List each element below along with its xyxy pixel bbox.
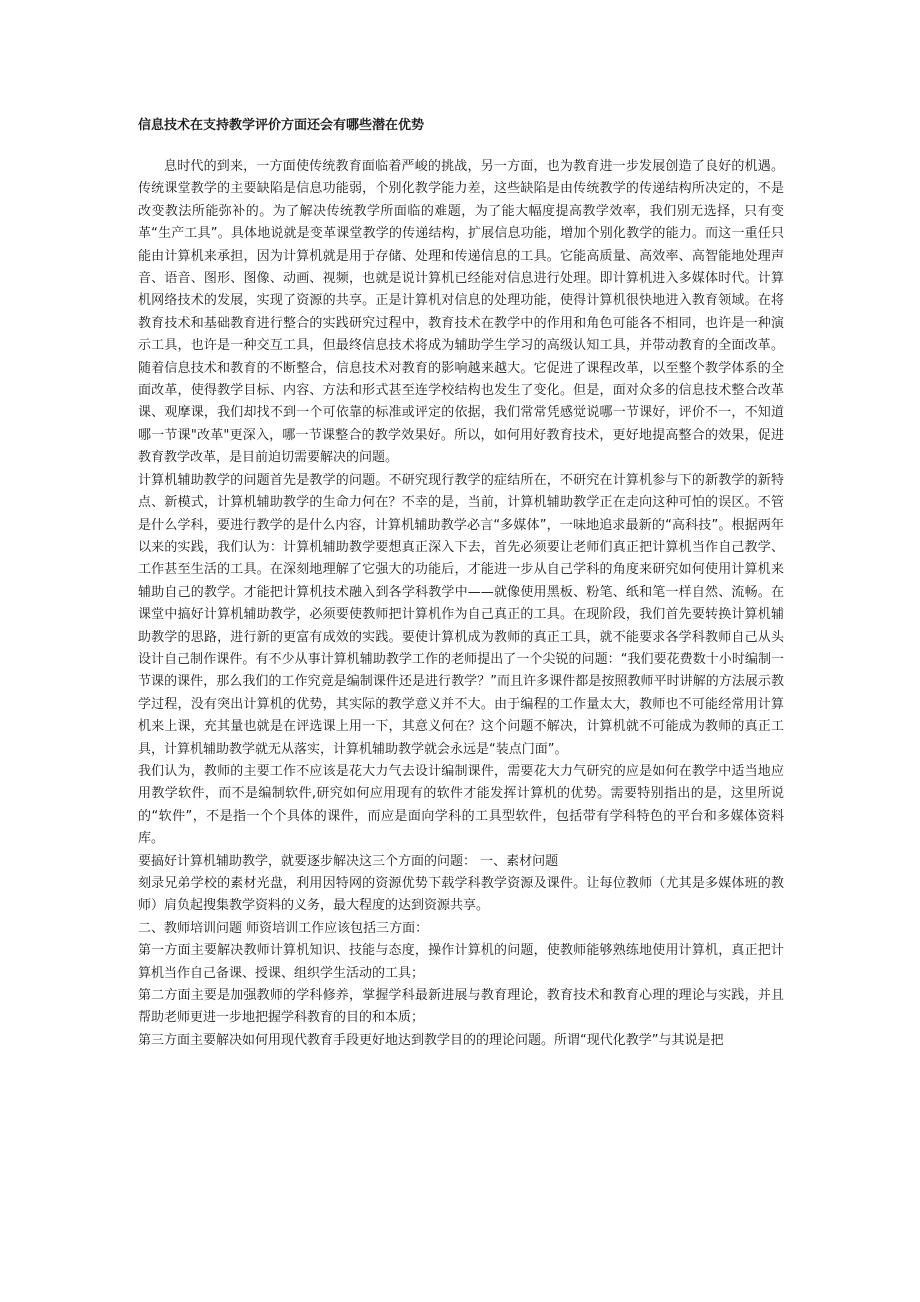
paragraph-intro: 息时代的到来，一方面使传统教育面临着严峻的挑战，另一方面，也为教育进一步发展创造了良好的机遇。传统课堂教学的主要缺陷是信息功能弱，个别化教学能力差，这些缺陷是由传统教学的传递结构所决定的，不是改变教法所能弥补的。为了解决传统教学所面临的难题，为了能大幅度提高教学效率，我们别无选择，只有变革“生产工具”。具体地说就是变革课堂教学的传递结构，扩展信息功能，增加个别化教学的能力。而这一重任只能由计算机来承担，因为计算机就是用于存储、处理和传递信息的工具。它能高质量、高效率、高智能地处理声音、语音、图形、图像、动画、视频，也就是说计算机已经能对信息进行处理。即计算机进入多媒体时代。计算机网络技术的发展，实现了资源的共享。正是计算机对信息的处理功能，使得计算机很快地进入教育领域。在将教育技术和基础教育进行整合的实践研究过程中，教育技术在教学中的作用和角色可能各不相同，也许是一种演示工具，也许是一种交互工具，但最终信息技术将成为辅助学生学习的高级认知工具，并带动教育的全面改革。随着信息技术和教育的不断整合，信息技术对教育的影响越来越大。它促进了课程改革，以至整个教学体系的全面改革，使得教学目标、内容、方法和形式甚至连学校结构也发生了变化。但是，面对众多的信息技术整合改革课、观摩课，我们却找不到一个可依靠的标准或评定的依据，我们常常凭感觉说哪一节课好，评价不一，不知道哪一节课"改革"更深入，哪一节课整合的教学效果好。所以，如何用好教育技术，更好地提高整合的效果，促进教育教学改革，是目前迫切需要解决的问题。 bbox=[138, 159, 784, 466]
paragraph-training-heading: 二、教师培训问题 师资培训工作应该包括三方面： bbox=[138, 920, 429, 936]
document-title: 信息技术在支持教学评价方面还会有哪些潜在优势 bbox=[138, 118, 425, 133]
paragraph-three-issues: 要搞好计算机辅助教学，就要逐步解决这三个方面的问题： 一、素材问题 bbox=[138, 853, 559, 869]
paragraph-teacher-role: 我们认为，教师的主要工作不应该是花大力气去设计编制课件，需要花大力气研究的应是如何在教学中适当地应用教学软件，而不是编制软件,研究如何应用现有的软件才能发挥计算机的优势。需要特别指出的是，这里所说的“软件”，不是指一个个具体的课件，而应是面向学科的工具型软件，包括带有学科特色的平台和多媒体资料库。 bbox=[138, 763, 784, 847]
paragraph-cai-problems: 计算机辅助教学的问题首先是教学的问题。不研究现行教学的症结所在，不研究在计算机参与下的新教学的新特点、新模式，计算机辅助教学的生命力何在？不幸的是，当前，计算机辅助教学正在走向这种可怕的误区。不管是什么学科，要进行教学的是什么内容，计算机辅助教学必言“多媒体”，一味地追求最新的“高科技”。根据两年以来的实践，我们认为：计算机辅助教学要想真正深入下去，首先必须要让老师们真正把计算机当作自己教学、工作甚至生活的工具。在深刻地理解了它强大的功能后，才能进一步从自己学科的角度来研究如何使用计算机来辅助自己的教学。才能把计算机技术融入到各学科教学中——就像使用黑板、粉笔、纸和笔一样自然、流畅。在课堂中搞好计算机辅助教学，必须要使教师把计算机作为自己真正的工具。在现阶段，我们首先要转换计算机辅助教学的思路，进行新的更富有成效的实践。要使计算机成为教师的真正工具，就不能要求各学科教师自己从头设计自己制作课件。有不少从事计算机辅助教学工作的老师提出了一个尖锐的问题：“我们要花费数十小时编制一节课的课件，那么我们的工作究竟是编制课件还是进行教学？”而且许多课件都是按照教师平时讲解的方法展示教学过程，没有突出计算机的优势，其实际的教学意义并不大。由于编程的工作量太大，教师也不可能经常用计算机来上课，充其量也就是在评选课上用一下，其意义何在？这个问题不解决，计算机就不可能成为教师的真正工具，计算机辅助教学就无从落实，计算机辅助教学就会永远是“装点门面”。 bbox=[138, 472, 784, 757]
document-page bbox=[138, 0, 784, 1302]
document-body bbox=[138, 156, 784, 1052]
paragraph-materials: 刻录兄弟学校的素材光盘，利用因特网的资源优势下载学科教学资源及课件。让每位教师（尤其是多媒体班的教师）肩负起搜集教学资料的义务，最大程度的达到资源共享。 bbox=[138, 876, 784, 914]
paragraph-training-first: 第一方面主要解决教师计算机知识、技能与态度，操作计算机的问题，使教师能够熟练地使用计算机，真正把计算机当作自己备课、授课、组织学生活动的工具； bbox=[138, 943, 784, 981]
paragraph-training-third: 第三方面主要解决如何用现代教育手段更好地达到教学目的的理论问题。所谓“现代化教学”与其说是把 bbox=[138, 1032, 724, 1048]
paragraph-training-second: 第二方面主要是加强教师的学科修养，掌握学科最新进展与教育理论，教育技术和教育心理的理论与实践，并且帮助老师更进一步地把握学科教育的目的和本质； bbox=[138, 988, 784, 1026]
